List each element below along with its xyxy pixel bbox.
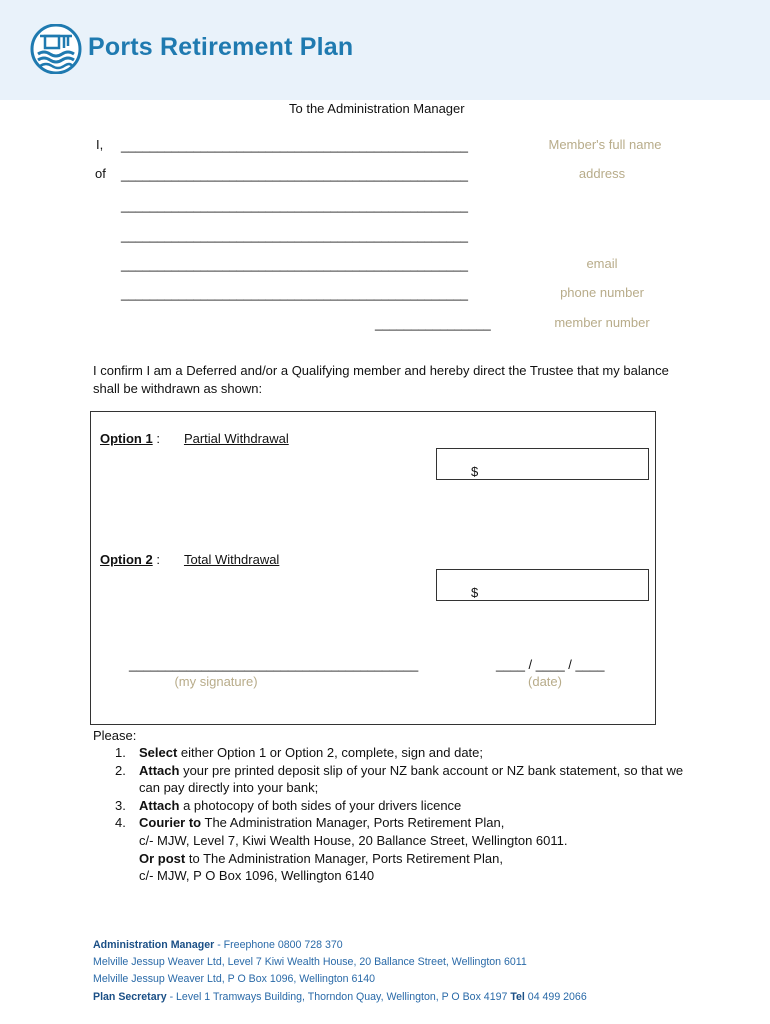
header-banner xyxy=(0,0,770,100)
courier-address: c/- MJW, Level 7, Kiwi Wealth House, 20 Ballance Street, Wellington 6011. xyxy=(139,832,568,848)
address-line-1[interactable]: ________________________________________________ xyxy=(121,167,469,182)
signature-label: (my signature) xyxy=(174,674,258,689)
list-keyword: Attach xyxy=(139,797,180,813)
list-item xyxy=(93,762,693,797)
list-item xyxy=(93,744,693,762)
footer-contact xyxy=(93,937,587,1006)
footer-tel: 04 499 2066 xyxy=(524,990,587,1003)
address-line-2[interactable]: ________________________________________________ xyxy=(121,198,469,213)
footer-secretary-label: Plan Secretary xyxy=(93,990,167,1003)
footer-secretary-address: - Level 1 Tramways Building, Thorndon Quay, Wellington, P O Box 4197 xyxy=(166,990,511,1003)
option-2-sep: : xyxy=(152,552,160,567)
option-2-amount-field[interactable] xyxy=(436,569,649,601)
list-text: to The Administration Manager, Ports Retirement Plan, xyxy=(185,850,503,866)
phone-line[interactable]: ________________________________________________ xyxy=(121,286,469,301)
address-hint: address xyxy=(578,166,626,181)
footer-line-1 xyxy=(93,937,587,954)
footer-admin-label: Administration Manager xyxy=(93,939,215,951)
email-line[interactable]: ________________________________________________ xyxy=(121,257,469,272)
list-text: either Option 1 or Option 2, complete, sign and date; xyxy=(177,745,483,760)
list-number: 3. xyxy=(115,797,126,813)
list-keyword: Select xyxy=(139,745,178,760)
footer-line-2: Melville Jessup Weaver Ltd, Level 7 Kiwi Wealth House, 20 Ballance Street, Wellington 6011 xyxy=(93,956,527,969)
date-label: (date) xyxy=(528,674,562,689)
footer-tel-label: Tel xyxy=(510,990,525,1003)
footer-line-3: Melville Jessup Weaver Ltd, P O Box 1096, Wellington 6140 xyxy=(93,973,376,986)
list-keyword: Attach xyxy=(139,762,180,778)
option-2 xyxy=(100,552,279,567)
name-line[interactable]: ________________________________________________ xyxy=(121,138,469,153)
signature-line[interactable]: ________________________________________ xyxy=(129,657,419,672)
list-number: 4. xyxy=(115,815,126,831)
post-address: c/- MJW, P O Box 1096, Wellington 6140 xyxy=(139,868,375,884)
option-2-label: Option 2 xyxy=(100,552,153,567)
list-text: The Administration Manager, Ports Retirement Plan, xyxy=(201,815,505,831)
option-1-description: Partial Withdrawal xyxy=(183,431,289,446)
list-text: a photocopy of both sides of your drivers licence xyxy=(179,797,462,813)
option-1-currency: $ xyxy=(471,464,479,479)
option-1-sep: : xyxy=(152,431,160,446)
ports-logo-icon xyxy=(28,24,84,74)
option-2-description: Total Withdrawal xyxy=(183,552,280,567)
footer-freephone: - Freephone 0800 728 370 xyxy=(214,939,343,951)
list-number: 2. xyxy=(115,762,126,778)
instructions-heading: Please: xyxy=(93,728,137,743)
list-keyword: Or post xyxy=(139,850,186,866)
date-line[interactable]: ____ / ____ / ____ xyxy=(496,657,605,672)
full-name-hint: Member's full name xyxy=(548,137,662,152)
phone-hint: phone number xyxy=(560,285,644,300)
list-item xyxy=(93,797,693,815)
member-number-line[interactable]: ________________ xyxy=(375,316,491,331)
list-item xyxy=(93,814,693,884)
option-2-currency: $ xyxy=(471,585,479,600)
member-number-hint: member number xyxy=(554,315,650,330)
option-1-label: Option 1 xyxy=(100,431,153,446)
list-text: your pre printed deposit slip of your NZ bank account or NZ bank statement, so that we can pay directly into your bank; xyxy=(139,762,684,796)
brand-name: Ports Retirement Plan xyxy=(88,33,354,61)
i-label: I, xyxy=(96,137,104,152)
list-number: 1. xyxy=(115,745,126,760)
address-line-3[interactable]: ________________________________________________ xyxy=(121,228,469,243)
recipient-heading: To the Administration Manager xyxy=(289,101,465,116)
email-hint: email xyxy=(586,256,618,271)
post-line xyxy=(139,850,693,868)
confirmation-text: I confirm I am a Deferred and/or a Qualifying member and hereby direct the Trustee that my balance shall be withdrawn as shown: xyxy=(93,363,669,396)
footer-line-4 xyxy=(93,989,587,1006)
of-label: of xyxy=(95,166,106,181)
option-1-amount-field[interactable] xyxy=(436,448,649,480)
instructions-list xyxy=(93,744,693,885)
option-1 xyxy=(100,431,289,446)
list-keyword: Courier to xyxy=(139,815,202,831)
